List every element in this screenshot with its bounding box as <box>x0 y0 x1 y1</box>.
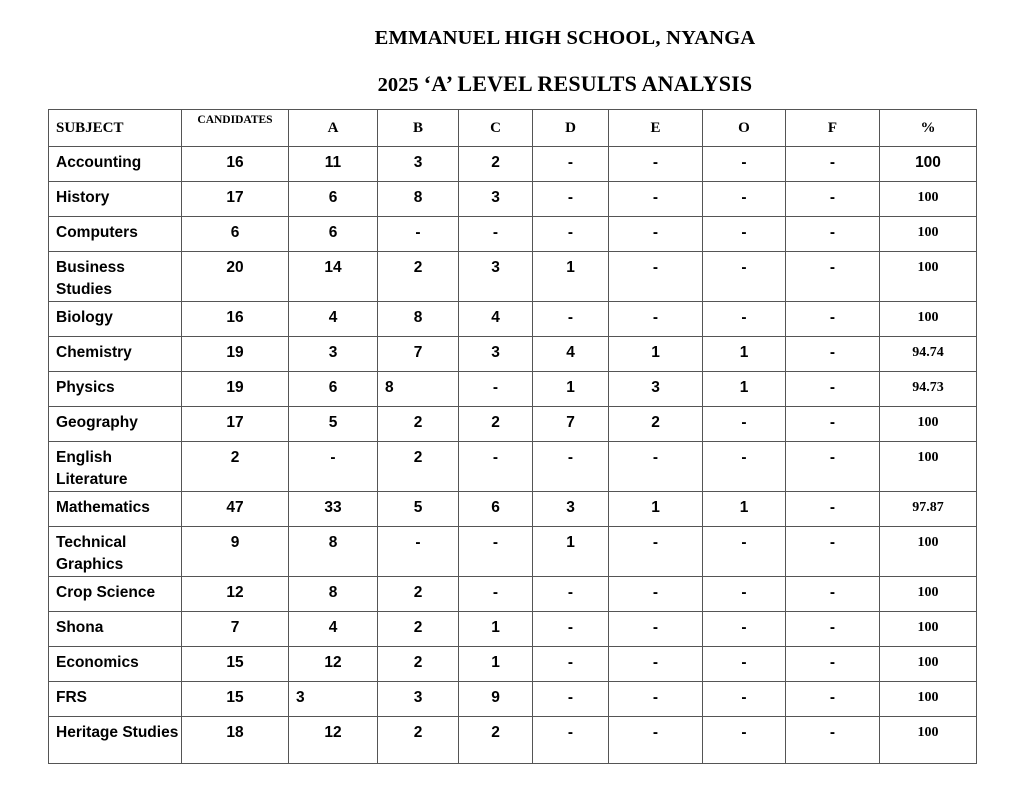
cell-d: - <box>533 442 609 492</box>
cell-pct: 100 <box>880 407 977 442</box>
cell-pct: 100 <box>880 442 977 492</box>
col-header-subject: SUBJECT <box>49 110 182 147</box>
table-row <box>49 182 977 217</box>
cell-c: 2 <box>459 717 533 764</box>
table-row <box>49 682 977 717</box>
cell-o: - <box>703 717 786 764</box>
cell-f: - <box>786 302 880 337</box>
cell-c: 3 <box>459 252 533 302</box>
report-title-main: ‘A’ LEVEL RESULTS ANALYSIS <box>423 71 753 96</box>
cell-c: - <box>459 527 533 577</box>
cell-o: - <box>703 182 786 217</box>
cell-subject: Computers <box>49 217 182 252</box>
cell-b: 2 <box>378 612 459 647</box>
cell-a: 12 <box>289 717 378 764</box>
cell-subject: FRS <box>49 682 182 717</box>
cell-o: - <box>703 612 786 647</box>
cell-d: 1 <box>533 372 609 407</box>
cell-d: - <box>533 717 609 764</box>
table-row <box>49 717 977 764</box>
cell-e: - <box>609 577 703 612</box>
cell-candidates: 16 <box>182 302 289 337</box>
cell-d: - <box>533 217 609 252</box>
cell-f: - <box>786 442 880 492</box>
cell-c: 2 <box>459 407 533 442</box>
report-title <box>0 71 1024 97</box>
cell-d: - <box>533 682 609 717</box>
school-name: EMMANUEL HIGH SCHOOL, NYANGA <box>374 27 756 49</box>
cell-e: - <box>609 182 703 217</box>
cell-f: - <box>786 407 880 442</box>
cell-pct: 100 <box>880 647 977 682</box>
cell-pct: 100 <box>880 182 977 217</box>
cell-e: - <box>609 717 703 764</box>
table-row <box>49 492 977 527</box>
cell-a: 12 <box>289 647 378 682</box>
cell-c: - <box>459 577 533 612</box>
cell-a: 5 <box>289 407 378 442</box>
table-row <box>49 527 977 577</box>
cell-pct: 97.87 <box>880 492 977 527</box>
cell-b: 8 <box>378 372 459 407</box>
cell-e: - <box>609 527 703 577</box>
cell-subject: Biology <box>49 302 182 337</box>
col-header-d: D <box>533 110 609 147</box>
cell-f: - <box>786 182 880 217</box>
cell-c: - <box>459 372 533 407</box>
cell-c: 4 <box>459 302 533 337</box>
cell-candidates: 19 <box>182 372 289 407</box>
cell-candidates: 6 <box>182 217 289 252</box>
cell-candidates: 47 <box>182 492 289 527</box>
cell-pct: 94.73 <box>880 372 977 407</box>
cell-c: 1 <box>459 647 533 682</box>
cell-a: 11 <box>289 147 378 182</box>
cell-c: 2 <box>459 147 533 182</box>
cell-o: - <box>703 442 786 492</box>
cell-subject: Physics <box>49 372 182 407</box>
cell-e: 1 <box>609 337 703 372</box>
cell-f: - <box>786 577 880 612</box>
table-row <box>49 612 977 647</box>
cell-f: - <box>786 682 880 717</box>
cell-d: 7 <box>533 407 609 442</box>
cell-e: - <box>609 147 703 182</box>
cell-f: - <box>786 717 880 764</box>
cell-c: 3 <box>459 182 533 217</box>
cell-subject: Geography <box>49 407 182 442</box>
table-row <box>49 577 977 612</box>
cell-d: - <box>533 182 609 217</box>
cell-e: - <box>609 682 703 717</box>
table-row <box>49 147 977 182</box>
cell-b: 2 <box>378 717 459 764</box>
cell-o: - <box>703 147 786 182</box>
cell-e: 3 <box>609 372 703 407</box>
cell-subject: Economics <box>49 647 182 682</box>
results-body <box>49 147 977 764</box>
cell-e: - <box>609 252 703 302</box>
cell-o: - <box>703 217 786 252</box>
cell-o: - <box>703 407 786 442</box>
cell-a: 6 <box>289 217 378 252</box>
cell-d: - <box>533 647 609 682</box>
cell-o: - <box>703 252 786 302</box>
cell-b: 2 <box>378 252 459 302</box>
cell-candidates: 17 <box>182 407 289 442</box>
col-header-c: C <box>459 110 533 147</box>
cell-candidates: 2 <box>182 442 289 492</box>
cell-c: 1 <box>459 612 533 647</box>
cell-pct: 94.74 <box>880 337 977 372</box>
cell-f: - <box>786 372 880 407</box>
cell-pct: 100 <box>880 527 977 577</box>
cell-b: 3 <box>378 147 459 182</box>
cell-candidates: 15 <box>182 647 289 682</box>
table-row <box>49 337 977 372</box>
cell-candidates: 12 <box>182 577 289 612</box>
cell-b: 8 <box>378 182 459 217</box>
cell-a: 14 <box>289 252 378 302</box>
cell-a: 4 <box>289 302 378 337</box>
col-header-a: A <box>289 110 378 147</box>
cell-f: - <box>786 217 880 252</box>
col-header-e: E <box>609 110 703 147</box>
cell-e: - <box>609 442 703 492</box>
cell-e: 1 <box>609 492 703 527</box>
results-table <box>48 109 977 764</box>
cell-c: 6 <box>459 492 533 527</box>
cell-d: - <box>533 612 609 647</box>
cell-f: - <box>786 492 880 527</box>
cell-candidates: 17 <box>182 182 289 217</box>
cell-f: - <box>786 252 880 302</box>
col-header-o: O <box>703 110 786 147</box>
cell-subject: Shona <box>49 612 182 647</box>
cell-f: - <box>786 647 880 682</box>
cell-b: 2 <box>378 577 459 612</box>
cell-subject: Technical Graphics <box>49 527 182 577</box>
cell-b: 2 <box>378 407 459 442</box>
cell-subject: Business Studies <box>49 252 182 302</box>
cell-pct: 100 <box>880 147 977 182</box>
cell-e: - <box>609 612 703 647</box>
cell-b: - <box>378 217 459 252</box>
cell-o: - <box>703 682 786 717</box>
cell-d: - <box>533 577 609 612</box>
cell-d: 1 <box>533 252 609 302</box>
cell-c: - <box>459 217 533 252</box>
cell-a: 3 <box>289 337 378 372</box>
cell-b: 2 <box>378 442 459 492</box>
cell-subject: History <box>49 182 182 217</box>
cell-subject: Accounting <box>49 147 182 182</box>
col-header-candidates: CANDIDATES <box>182 110 289 147</box>
cell-c: 9 <box>459 682 533 717</box>
cell-o: - <box>703 647 786 682</box>
cell-c: - <box>459 442 533 492</box>
cell-e: 2 <box>609 407 703 442</box>
table-header-row <box>49 110 977 147</box>
cell-c: 3 <box>459 337 533 372</box>
cell-o: 1 <box>703 337 786 372</box>
cell-f: - <box>786 527 880 577</box>
cell-pct: 100 <box>880 612 977 647</box>
cell-candidates: 9 <box>182 527 289 577</box>
cell-a: 6 <box>289 372 378 407</box>
table-row <box>49 372 977 407</box>
cell-candidates: 15 <box>182 682 289 717</box>
cell-o: - <box>703 577 786 612</box>
cell-a: 8 <box>289 577 378 612</box>
cell-pct: 100 <box>880 717 977 764</box>
cell-b: 3 <box>378 682 459 717</box>
table-row <box>49 302 977 337</box>
cell-d: 1 <box>533 527 609 577</box>
cell-o: 1 <box>703 372 786 407</box>
cell-candidates: 7 <box>182 612 289 647</box>
cell-e: - <box>609 217 703 252</box>
cell-o: 1 <box>703 492 786 527</box>
table-row <box>49 407 977 442</box>
cell-a: 4 <box>289 612 378 647</box>
cell-e: - <box>609 302 703 337</box>
cell-subject: Heritage Studies <box>49 717 182 764</box>
table-row <box>49 647 977 682</box>
col-header-b: B <box>378 110 459 147</box>
cell-subject: Crop Science <box>49 577 182 612</box>
report-year: 2025 <box>377 74 424 96</box>
cell-d: 3 <box>533 492 609 527</box>
cell-a: 8 <box>289 527 378 577</box>
table-row <box>49 252 977 302</box>
cell-f: - <box>786 147 880 182</box>
cell-o: - <box>703 302 786 337</box>
cell-candidates: 18 <box>182 717 289 764</box>
cell-d: 4 <box>533 337 609 372</box>
cell-b: 7 <box>378 337 459 372</box>
cell-subject: Chemistry <box>49 337 182 372</box>
cell-b: 2 <box>378 647 459 682</box>
cell-f: - <box>786 612 880 647</box>
table-row <box>49 442 977 492</box>
cell-subject: Mathematics <box>49 492 182 527</box>
table-row <box>49 217 977 252</box>
cell-pct: 100 <box>880 252 977 302</box>
col-header-percent: % <box>880 110 977 147</box>
cell-a: - <box>289 442 378 492</box>
cell-pct: 100 <box>880 577 977 612</box>
cell-o: - <box>703 527 786 577</box>
cell-pct: 100 <box>880 217 977 252</box>
cell-e: - <box>609 647 703 682</box>
cell-a: 3 <box>289 682 378 717</box>
cell-f: - <box>786 337 880 372</box>
cell-d: - <box>533 302 609 337</box>
col-header-f: F <box>786 110 880 147</box>
cell-pct: 100 <box>880 302 977 337</box>
cell-candidates: 20 <box>182 252 289 302</box>
cell-a: 6 <box>289 182 378 217</box>
cell-candidates: 16 <box>182 147 289 182</box>
cell-pct: 100 <box>880 682 977 717</box>
cell-a: 33 <box>289 492 378 527</box>
cell-d: - <box>533 147 609 182</box>
cell-b: 8 <box>378 302 459 337</box>
cell-candidates: 19 <box>182 337 289 372</box>
cell-b: - <box>378 527 459 577</box>
cell-subject: English Literature <box>49 442 182 492</box>
cell-b: 5 <box>378 492 459 527</box>
